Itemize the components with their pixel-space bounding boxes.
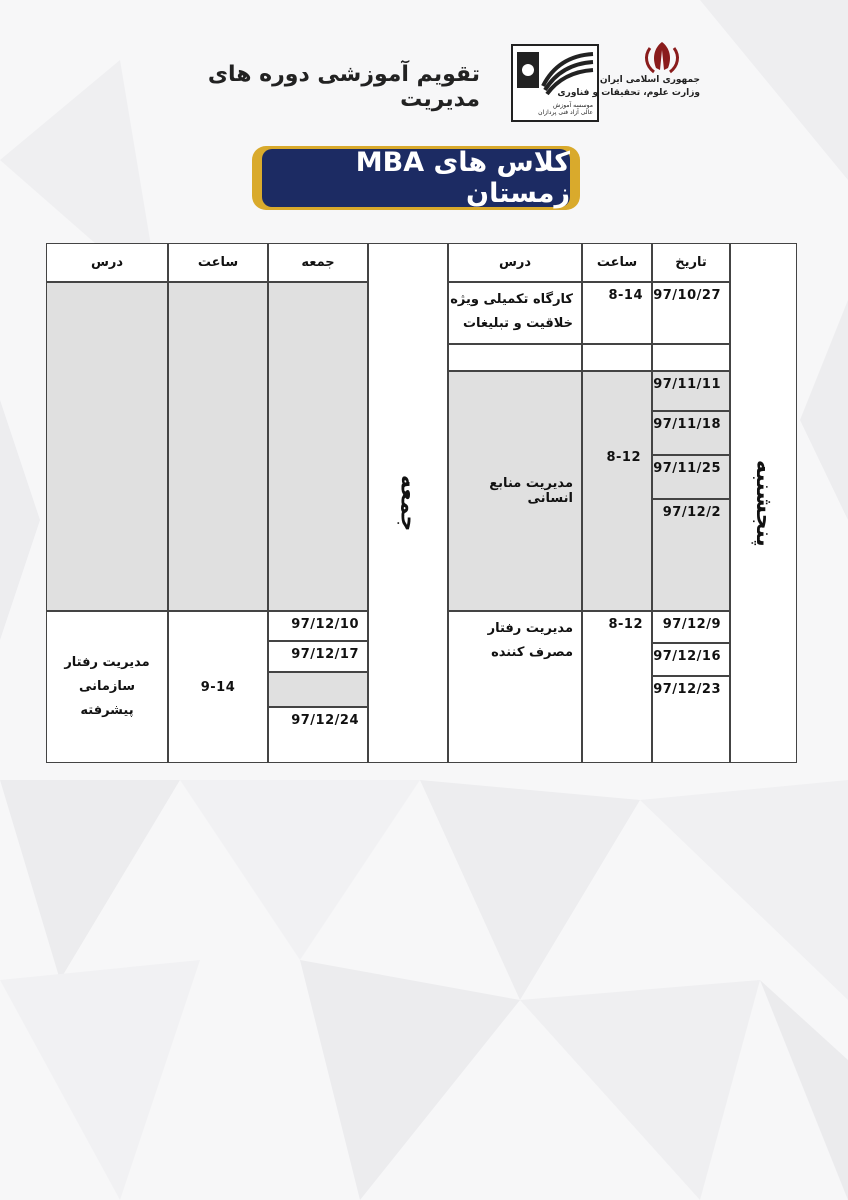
banner-frame <box>252 146 580 210</box>
date-cell: 97/12/2 <box>652 499 730 611</box>
iran-emblem-icon <box>642 40 682 74</box>
government-logo-text: جمهوری اسلامی ایران وزارت علوم، تحقیقات و فناوری <box>557 75 700 98</box>
empty-cell <box>582 344 652 371</box>
date-cell: 97/11/11 <box>652 371 730 411</box>
empty-cell <box>448 344 582 371</box>
day-label-thursday: پنجشنبه <box>730 243 797 763</box>
header-course-thursday: درس <box>448 243 582 282</box>
empty-cell <box>652 344 730 371</box>
hour-cell: 8-12 <box>582 611 652 763</box>
header-date-thursday: تاریخ <box>652 243 730 282</box>
date-cell: 97/12/16 <box>652 643 730 676</box>
date-cell: 97/12/24 <box>268 707 368 763</box>
banner-title: کلاس های MBA زمستان <box>262 149 570 207</box>
header-hour-thursday: ساعت <box>582 243 652 282</box>
day-label-friday: جمعه <box>368 243 448 763</box>
schedule-table <box>46 243 797 763</box>
empty-cell <box>268 672 368 707</box>
hour-cell: 9-14 <box>168 611 268 763</box>
empty-cell <box>268 282 368 611</box>
header-course-friday: درس <box>46 243 168 282</box>
date-cell: 97/11/25 <box>652 455 730 499</box>
date-cell: 97/12/9 <box>652 611 730 643</box>
date-cell: 97/12/10 <box>268 611 368 641</box>
course-cell: مدیریت منابع انسانی <box>448 371 582 611</box>
course-cell: کارگاه تکمیلی ویژه خلاقیت و تبلیغات <box>448 282 582 344</box>
date-cell: 97/10/27 <box>652 282 730 344</box>
hour-cell: 8-12 <box>582 371 652 611</box>
header-hour-friday: ساعت <box>168 243 268 282</box>
course-cell: مدیریت رفتار سازمانی پیشرفته <box>46 611 168 763</box>
empty-cell <box>168 282 268 611</box>
institute-logo-text: موسسه آموزش عالی آزاد فنی پردازان <box>538 102 593 116</box>
date-cell: 97/11/18 <box>652 411 730 455</box>
hour-cell: 8-14 <box>582 282 652 344</box>
date-cell: 97/12/23 <box>652 676 730 763</box>
header-date-friday: جمعه <box>268 243 368 282</box>
empty-cell <box>46 282 168 611</box>
course-cell: مدیریت رفتار مصرف کننده <box>448 611 582 763</box>
page-title: تقویم آموزشی دوره های مدیریت <box>207 62 480 112</box>
date-cell: 97/12/17 <box>268 641 368 672</box>
